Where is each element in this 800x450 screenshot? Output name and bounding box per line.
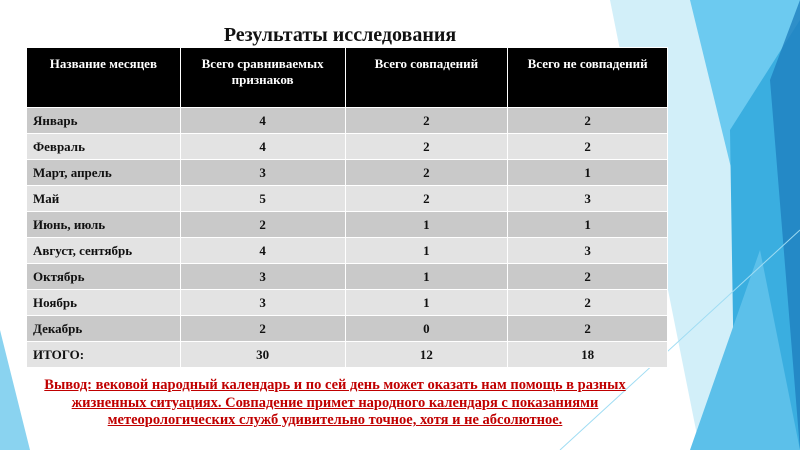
page-title: Результаты исследования [223,24,457,46]
value-cell: 4 [180,134,345,160]
month-cell: Февраль [27,134,181,160]
results-table [26,47,668,368]
value-cell: 1 [345,290,508,316]
value-cell: 1 [508,212,668,238]
table-row [27,212,668,238]
value-cell: 2 [345,186,508,212]
conclusion-text: Вывод: вековой народный календарь и по сей день может оказать нам помощь в разных жизненных ситуациях. Совпадение примет народного календаря с показаниями метеорологических служб удивительно точное, хотя и не абсолютное. [44,377,626,428]
value-cell: 2 [345,134,508,160]
value-cell: 3 [180,290,345,316]
value-cell: 3 [180,160,345,186]
value-cell: 2 [508,134,668,160]
value-cell: 1 [508,160,668,186]
month-cell: Август, сентябрь [27,238,181,264]
value-cell: 4 [180,108,345,134]
month-cell: Январь [27,108,181,134]
table-row [27,290,668,316]
column-header: Всего совпадений [345,48,508,108]
month-cell: ИТОГО: [27,342,181,368]
month-cell: Июнь, июль [27,212,181,238]
value-cell: 1 [345,264,508,290]
value-cell: 2 [180,316,345,342]
table-row [27,160,668,186]
column-header: Всего не совпадений [508,48,668,108]
table-row [27,316,668,342]
table-header-row [27,48,668,108]
month-cell: Май [27,186,181,212]
table-row [27,342,668,368]
table-row [27,238,668,264]
value-cell: 4 [180,238,345,264]
value-cell: 2 [508,290,668,316]
value-cell: 3 [180,264,345,290]
value-cell: 30 [180,342,345,368]
table-row [27,134,668,160]
value-cell: 2 [508,264,668,290]
value-cell: 12 [345,342,508,368]
table-row [27,186,668,212]
value-cell: 0 [345,316,508,342]
value-cell: 3 [508,238,668,264]
value-cell: 2 [345,108,508,134]
value-cell: 1 [345,238,508,264]
month-cell: Ноябрь [27,290,181,316]
value-cell: 5 [180,186,345,212]
value-cell: 2 [345,160,508,186]
column-header: Всего сравниваемых признаков [180,48,345,108]
value-cell: 18 [508,342,668,368]
value-cell: 2 [180,212,345,238]
month-cell: Декабрь [27,316,181,342]
table-row [27,264,668,290]
value-cell: 3 [508,186,668,212]
value-cell: 2 [508,108,668,134]
table-row [27,108,668,134]
column-header: Название месяцев [27,48,181,108]
month-cell: Октябрь [27,264,181,290]
value-cell: 1 [345,212,508,238]
month-cell: Март, апрель [27,160,181,186]
value-cell: 2 [508,316,668,342]
